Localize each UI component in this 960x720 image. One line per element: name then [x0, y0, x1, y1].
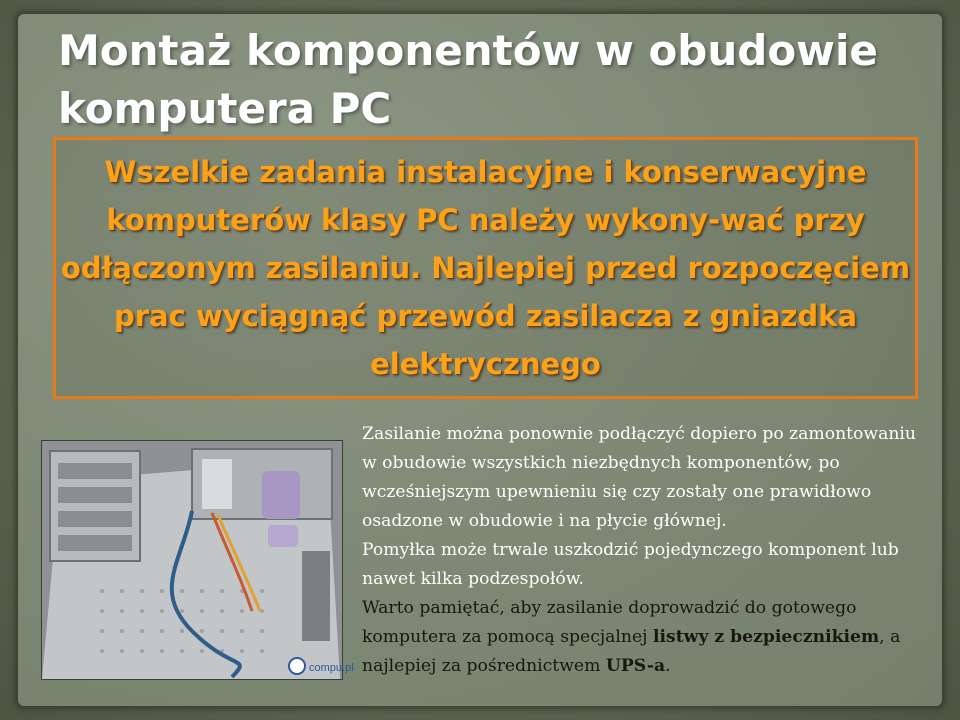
pc-case-photo: [41, 440, 354, 680]
photo-watermark: compu.pl: [309, 662, 354, 674]
paragraph3-end: .: [665, 656, 671, 676]
warning-text: Wszelkie zadania instalacyjne i konserwacyjne komputerów klasy PC należy wykony-wać przy odłączonym zasilaniu. Najlepiej przed rozpoczęciem prac wyciągnąć przewód zasilacza z gniazdka elektrycznego: [60, 155, 911, 381]
paragraph3-mid: , a najlepiej za pośrednictwem: [362, 627, 901, 676]
body-text-box: [362, 420, 932, 690]
paragraph3-bold-ups: UPS-a: [605, 656, 666, 676]
pc-case-image: [42, 441, 354, 679]
watermark-logo-icon: [289, 658, 305, 674]
paragraph-power-strip: [362, 594, 932, 681]
paragraph-reconnect: Zasilanie można ponownie podłączyć dopiero po zamontowaniu w obudowie wszystkich niezbędnych komponentów, po wcześniejszym upewnieniu się czy zostały one prawidłowo osadzone w obudowie i na płycie głównej.: [362, 424, 916, 531]
warning-box: [53, 137, 918, 399]
paragraph3-bold-strip: listwy z bezpiecznikiem: [652, 627, 880, 647]
slide-title: Montaż komponentów w obudowie komputera PC: [58, 26, 878, 133]
paragraph-mistake: Pomyłka może trwale uszkodzić pojedynczego komponent lub nawet kilka podzespołów.: [362, 540, 899, 589]
paragraph3-start: Warto pamiętać, aby zasilanie doprowadzić do gotowego komputera za pomocą specjalnej: [362, 598, 857, 647]
